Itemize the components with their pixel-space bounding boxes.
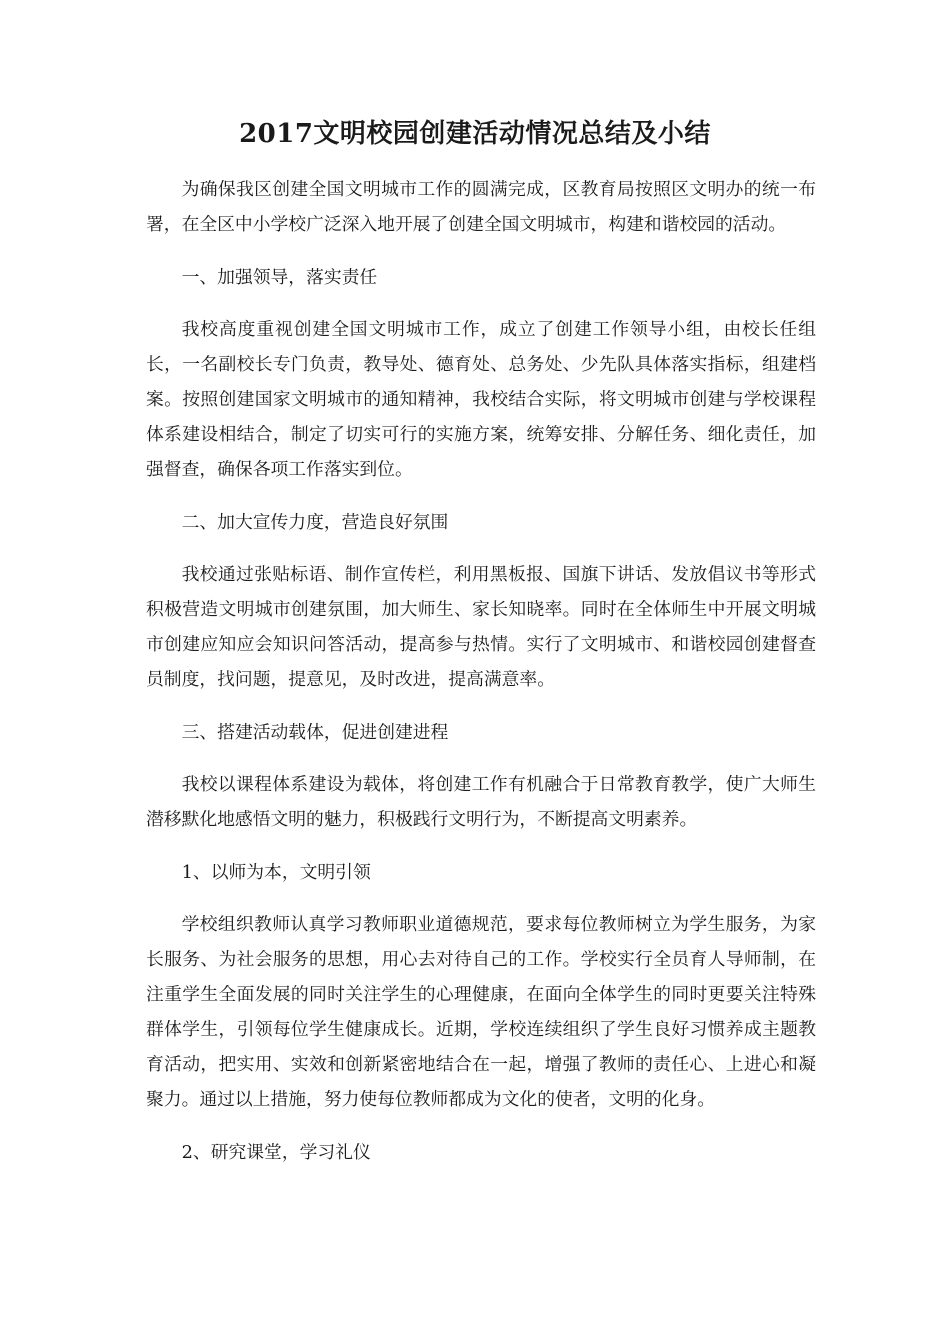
section-1-paragraph: 我校高度重视创建全国文明城市工作，成立了创建工作领导小组，由校长任组长，一名副校长专门负责，教导处、德育处、总务处、少先队具体落实指标，组建档案。按照创建国家文明城市的通知精神，我校结合实际，将文明城市创建与学校课程体系建设相结合，制定了切实可行的实施方案，统筹安排、分解任务、细化责任，加强督查，确保各项工作落实到位。 bbox=[146, 319, 816, 480]
section-3-paragraph: 我校以课程体系建设为载体，将创建工作有机融合于日常教育教学，使广大师生潜移默化地感悟文明的魅力，积极践行文明行为，不断提高文明素养。 bbox=[146, 774, 816, 830]
section-heading-3: 三、搭建活动载体，促进创建进程 bbox=[181, 722, 449, 743]
intro-paragraph: 为确保我区创建全国文明城市工作的圆满完成，区教育局按照区文明办的统一布署，在全区中小学校广泛深入地开展了创建全国文明城市，构建和谐校园的活动。 bbox=[146, 179, 816, 235]
section-heading-2: 二、加大宣传力度，营造良好氛围 bbox=[181, 512, 449, 533]
subsection-heading-1: 1、以师为本，文明引领 bbox=[181, 862, 371, 883]
subsection-1-paragraph: 学校组织教师认真学习教师职业道德规范，要求每位教师树立为学生服务，为家长服务、为社会服务的思想，用心去对待自己的工作。学校实行全员育人导师制，在注重学生全面发展的同时关注学生的心理健康，在面向全体学生的同时更要关注特殊群体学生，引领每位学生健康成长。近期，学校连续组织了学生良好习惯养成主题教育活动，把实用、实效和创新紧密地结合在一起，增强了教师的责任心、上进心和凝聚力。通过以上措施，努力使每位教师都成为文化的使者，文明的化身。 bbox=[146, 914, 816, 1110]
document-body bbox=[146, 172, 816, 1187]
section-heading-1: 一、加强领导，落实责任 bbox=[181, 267, 378, 288]
subsection-heading-2: 2、研究课堂，学习礼仪 bbox=[181, 1142, 371, 1163]
section-2-paragraph: 我校通过张贴标语、制作宣传栏，利用黑板报、国旗下讲话、发放倡议书等形式积极营造文明城市创建氛围，加大师生、家长知晓率。同时在全体师生中开展文明城市创建应知应会知识问答活动，提高参与热情。实行了文明城市、和谐校园创建督查员制度，找问题，提意见，及时改进，提高满意率。 bbox=[146, 564, 816, 690]
document-title: 2017文明校园创建活动情况总结及小结 bbox=[239, 119, 711, 149]
